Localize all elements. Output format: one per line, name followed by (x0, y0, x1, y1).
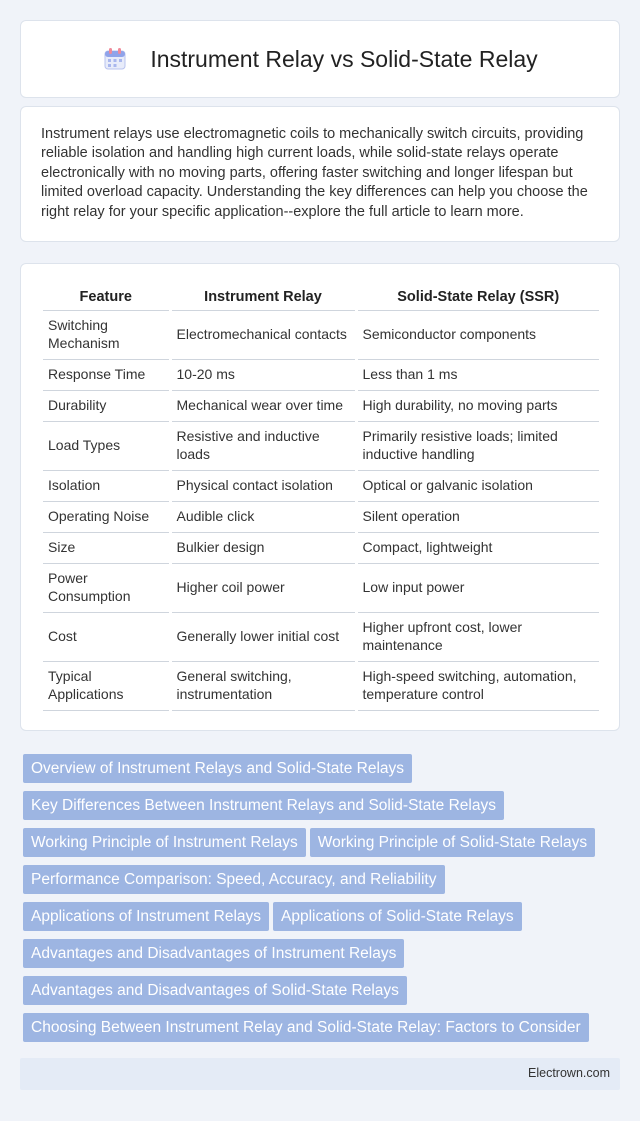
table-row (43, 359, 599, 390)
link-overview[interactable]: Overview of Instrument Relays and Solid-State Relays (23, 754, 412, 783)
instrument-cell: Mechanical wear over time (170, 390, 356, 421)
instrument-cell: Electromechanical contacts (170, 310, 356, 359)
comparison-table (43, 284, 599, 711)
link-working-principle-instrument[interactable]: Working Principle of Instrument Relays (23, 828, 306, 857)
feature-cell: Load Types (43, 421, 170, 470)
ssr-cell: Less than 1 ms (356, 359, 599, 390)
comparison-table-card (20, 263, 620, 731)
intro-paragraph: Instrument relays use electromagnetic coils to mechanically switch circuits, providing reliable isolation and handling high current loads, while solid-state relays operate electronically with no moving parts, offering faster switching and longer lifespan but limited overload capacity. Understanding the key differences can help you choose the right relay for your specific application--explore the full article to learn more. (41, 126, 588, 220)
feature-cell: Power Consumption (43, 563, 170, 612)
link-applications-ssr[interactable]: Applications of Solid-State Relays (273, 902, 522, 931)
feature-cell: Switching Mechanism (43, 310, 170, 359)
link-choosing[interactable]: Choosing Between Instrument Relay and Solid-State Relay: Factors to Consider (23, 1013, 589, 1042)
title-card (20, 20, 620, 98)
ssr-cell: Low input power (356, 563, 599, 612)
table-header-row (43, 284, 599, 310)
feature-cell: Durability (43, 390, 170, 421)
link-advantages-ssr[interactable]: Advantages and Disadvantages of Solid-State Relays (23, 976, 407, 1005)
header-solid-state-relay: Solid-State Relay (SSR) (356, 284, 599, 310)
ssr-cell: Higher upfront cost, lower maintenance (356, 612, 599, 661)
link-applications-instrument[interactable]: Applications of Instrument Relays (23, 902, 269, 931)
instrument-cell: Generally lower initial cost (170, 612, 356, 661)
table-row (43, 501, 599, 532)
table-row (43, 661, 599, 710)
footer (20, 1058, 620, 1090)
related-links (23, 754, 623, 1050)
instrument-cell: 10-20 ms (170, 359, 356, 390)
page-title: Instrument Relay vs Solid-State Relay (150, 45, 538, 72)
ssr-cell: Primarily resistive loads; limited inductive handling (356, 421, 599, 470)
link-working-principle-ssr[interactable]: Working Principle of Solid-State Relays (310, 828, 595, 857)
ssr-cell: Silent operation (356, 501, 599, 532)
feature-cell: Isolation (43, 470, 170, 501)
feature-cell: Typical Applications (43, 661, 170, 710)
ssr-cell: Optical or galvanic isolation (356, 470, 599, 501)
feature-cell: Response Time (43, 359, 170, 390)
feature-cell: Cost (43, 612, 170, 661)
feature-cell: Size (43, 532, 170, 563)
ssr-cell: Compact, lightweight (356, 532, 599, 563)
table-row (43, 563, 599, 612)
table-row (43, 612, 599, 661)
header-feature: Feature (43, 284, 170, 310)
instrument-cell: Physical contact isolation (170, 470, 356, 501)
table-row (43, 421, 599, 470)
instrument-cell: Bulkier design (170, 532, 356, 563)
link-performance-comparison[interactable]: Performance Comparison: Speed, Accuracy, and Reliability (23, 865, 445, 894)
instrument-cell: Higher coil power (170, 563, 356, 612)
footer-site-name: Electrown.com (528, 1066, 610, 1080)
table-row (43, 390, 599, 421)
instrument-cell: General switching, instrumentation (170, 661, 356, 710)
ssr-cell: High durability, no moving parts (356, 390, 599, 421)
feature-cell: Operating Noise (43, 501, 170, 532)
ssr-cell: Semiconductor components (356, 310, 599, 359)
instrument-cell: Resistive and inductive loads (170, 421, 356, 470)
instrument-cell: Audible click (170, 501, 356, 532)
table-row (43, 532, 599, 563)
header-instrument-relay: Instrument Relay (170, 284, 356, 310)
intro-card (20, 106, 620, 242)
ssr-cell: High-speed switching, automation, temperature control (356, 661, 599, 710)
link-key-differences[interactable]: Key Differences Between Instrument Relays and Solid-State Relays (23, 791, 504, 820)
table-row (43, 470, 599, 501)
link-advantages-instrument[interactable]: Advantages and Disadvantages of Instrument Relays (23, 939, 404, 968)
table-row (43, 310, 599, 359)
calendar-icon (102, 46, 128, 72)
